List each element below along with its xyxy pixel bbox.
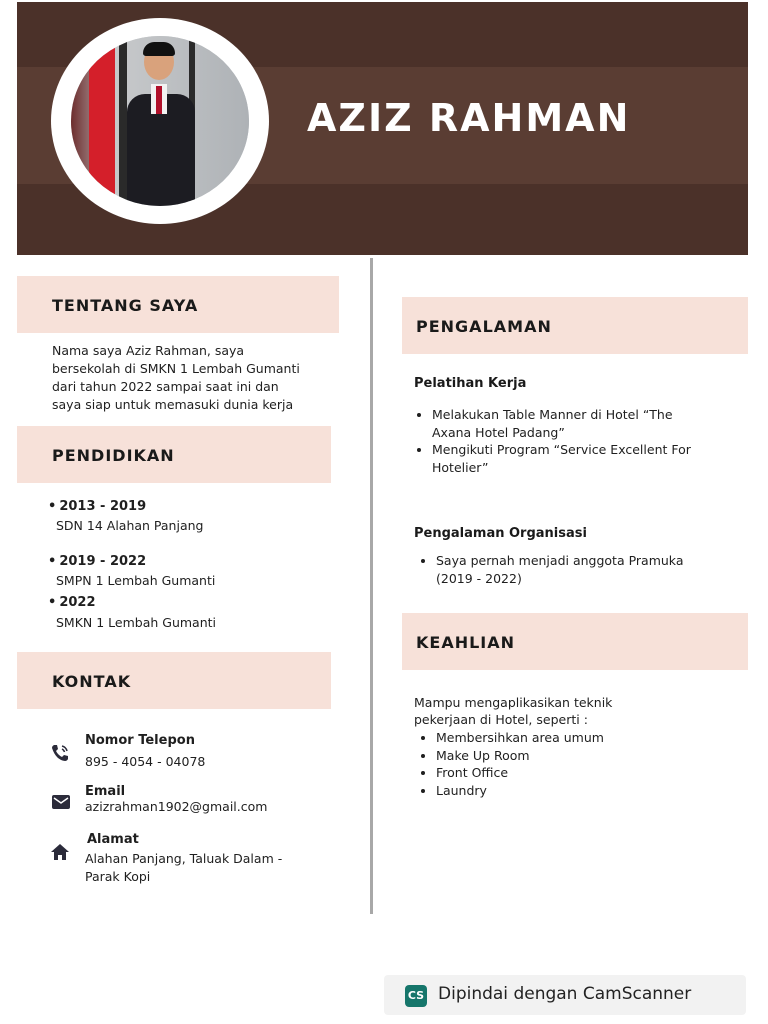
skills-intro: Mampu mengaplikasikan teknik pekerjaan di Hotel, seperti : [414, 695, 613, 727]
list-item: • Melakukan Table Manner di Hotel “The Axana Hotel Padang” [432, 406, 732, 441]
email-label: Email [85, 784, 126, 799]
address-label: Alamat [87, 832, 139, 847]
experience-title: PENGALAMAN [416, 317, 552, 336]
contact-title: KONTAK [52, 672, 132, 691]
skills-section-header [402, 613, 748, 670]
education-school: SMPN 1 Lembah Gumanti [56, 573, 216, 588]
experience-section-header [402, 297, 748, 354]
education-years: • 2022 [48, 595, 96, 610]
camscanner-logo-icon: CS [405, 985, 427, 1007]
education-section-header [17, 426, 331, 483]
training-list [412, 406, 732, 476]
list-item: • Membersihkan area umum [436, 729, 736, 747]
address-value: Alahan Panjang, Taluak Dalam - Parak Kopi [85, 851, 283, 884]
organization-title: Pengalaman Organisasi [414, 526, 587, 541]
list-item: • Make Up Room [436, 747, 736, 765]
list-item: • Saya pernah menjadi anggota Pramuka (2019 - 2022) [436, 552, 736, 587]
person-name: AZIZ RAHMAN [307, 96, 631, 140]
about-text: Nama saya Aziz Rahman, saya bersekolah di SMKN 1 Lembah Gumanti dari tahun 2022 sampai saat ini dan saya siap untuk memasuki dunia kerja [52, 343, 300, 412]
column-divider [370, 258, 373, 914]
contact-section-header [17, 652, 331, 709]
skills-list [416, 729, 736, 799]
about-section-header [17, 276, 339, 333]
email-value: azizrahman1902@gmail.com [85, 799, 268, 814]
education-school: SDN 14 Alahan Panjang [56, 518, 204, 533]
profile-photo [71, 36, 249, 206]
camscanner-text: Dipindai dengan CamScanner [438, 984, 692, 1004]
list-item: • Laundry [436, 782, 736, 800]
list-item: • Mengikuti Program “Service Excellent For Hotelier” [432, 441, 732, 476]
skills-title: KEAHLIAN [416, 633, 516, 652]
training-title: Pelatihan Kerja [414, 376, 527, 391]
education-title: PENDIDIKAN [52, 446, 175, 465]
organization-list [416, 552, 736, 587]
education-school: SMKN 1 Lembah Gumanti [56, 615, 217, 630]
phone-label: Nomor Telepon [85, 733, 195, 748]
profile-photo-ring [51, 18, 269, 224]
list-item: • Front Office [436, 764, 736, 782]
camscanner-watermark [384, 975, 746, 1015]
home-icon [50, 842, 70, 862]
phone-value: 895 - 4054 - 04078 [85, 754, 206, 769]
about-title: TENTANG SAYA [52, 296, 199, 315]
education-years: • 2019 - 2022 [48, 554, 146, 569]
mail-icon [51, 791, 71, 811]
education-years: • 2013 - 2019 [48, 499, 146, 514]
header-banner [17, 2, 748, 255]
phone-icon [50, 743, 70, 763]
